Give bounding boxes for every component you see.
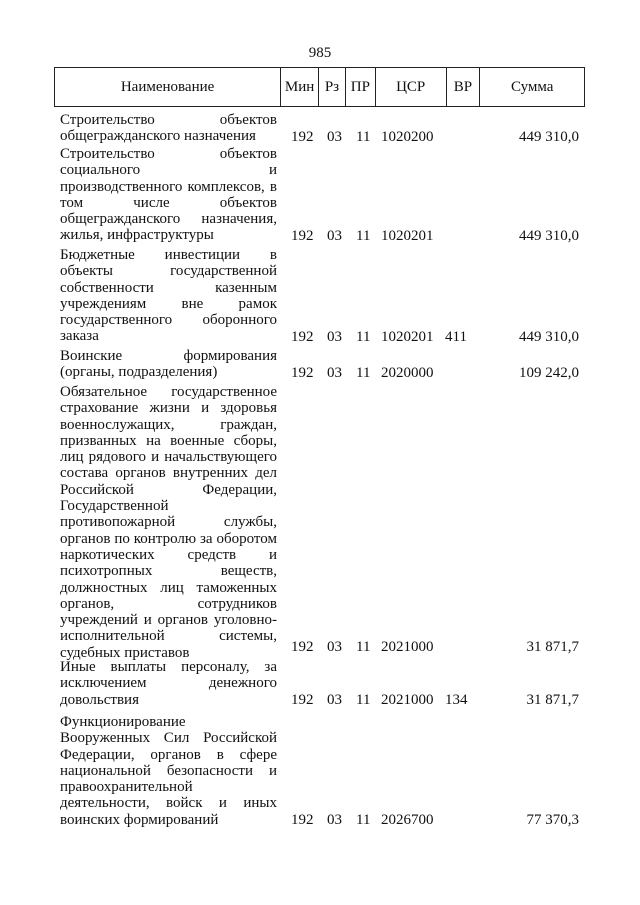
row-name: Функционирование Вооруженных Сил Российской Федерации, органов в сфере национальной безопасности и правоохранительной деятельности, войск и иных воинских формирований <box>60 714 277 828</box>
row-rz: 03 <box>327 227 342 244</box>
row-csr: 2021000 <box>381 638 434 655</box>
row-sum: 449 310,0 <box>519 128 579 145</box>
row-sum: 109 242,0 <box>519 364 579 381</box>
header-min: Мин <box>281 68 319 106</box>
header-sum: Сумма <box>510 78 554 95</box>
row-min: 192 <box>291 811 314 828</box>
header-vr: ВР <box>447 68 481 106</box>
row-pr: 11 <box>356 128 371 145</box>
row-name: Иные выплаты персоналу, за исключением денежного довольствия <box>60 659 277 708</box>
row-csr: 2026700 <box>381 811 434 828</box>
row-vr: 411 <box>445 328 467 345</box>
table-row <box>54 384 585 661</box>
row-pr: 11 <box>356 227 371 244</box>
header-pr: ПР <box>346 68 376 106</box>
row-name: Строительство объектов общегражданского назначения <box>60 112 277 145</box>
row-sum: 31 871,7 <box>526 638 579 655</box>
row-pr: 11 <box>356 811 371 828</box>
row-name: Воинские формирования (органы, подразделения) <box>60 348 277 381</box>
row-min: 192 <box>291 691 314 708</box>
row-vr: 134 <box>445 691 468 708</box>
row-pr: 11 <box>356 328 371 345</box>
row-min: 192 <box>291 227 314 244</box>
page-number: 985 <box>308 45 332 61</box>
table-row <box>54 112 585 145</box>
header-csr: ЦСР <box>376 68 447 106</box>
row-csr: 2020000 <box>381 364 434 381</box>
row-sum: 31 871,7 <box>526 691 579 708</box>
row-rz: 03 <box>327 811 342 828</box>
row-sum: 77 370,3 <box>526 811 579 828</box>
row-rz: 03 <box>327 364 342 381</box>
table-row <box>54 714 585 828</box>
row-name: Обязательное государственное страхование жизни и здоровья военнослужащих, граждан, призванных на военные сборы, лиц рядового и начальствующего состава органов внутренних дел Российской Федерации, Государственной противопожарной службы, органов по контролю за оборотом наркотических средств и психотропных веществ, должностных лиц таможенных органов, сотрудников учреждений и органов уголовно-исполнительной системы, судебных приставов <box>60 384 277 661</box>
row-rz: 03 <box>327 128 342 145</box>
row-csr: 1020201 <box>381 227 434 244</box>
row-csr: 1020201 <box>381 328 434 345</box>
table-header <box>54 67 585 107</box>
row-pr: 11 <box>356 691 371 708</box>
row-min: 192 <box>291 364 314 381</box>
row-min: 192 <box>291 128 314 145</box>
row-csr: 2021000 <box>381 691 434 708</box>
row-min: 192 <box>291 638 314 655</box>
row-sum: 449 310,0 <box>519 328 579 345</box>
table-row <box>54 659 585 708</box>
row-rz: 03 <box>327 328 342 345</box>
header-name: Наименование <box>55 68 281 106</box>
table-row <box>54 247 585 345</box>
table-row <box>54 146 585 244</box>
row-rz: 03 <box>327 638 342 655</box>
row-name: Бюджетные инвестиции в объекты государственной собственности казенным учреждениям вне рамок государственного оборонного заказа <box>60 247 277 345</box>
row-sum: 449 310,0 <box>519 227 579 244</box>
header-rz: Рз <box>319 68 346 106</box>
row-pr: 11 <box>356 364 371 381</box>
table-row <box>54 348 585 381</box>
row-pr: 11 <box>356 638 371 655</box>
row-min: 192 <box>291 328 314 345</box>
row-csr: 1020200 <box>381 128 434 145</box>
row-name: Строительство объектов социального и производственного комплексов, в том числе объектов общегражданского назначения, жилья, инфраструктуры <box>60 146 277 244</box>
row-rz: 03 <box>327 691 342 708</box>
